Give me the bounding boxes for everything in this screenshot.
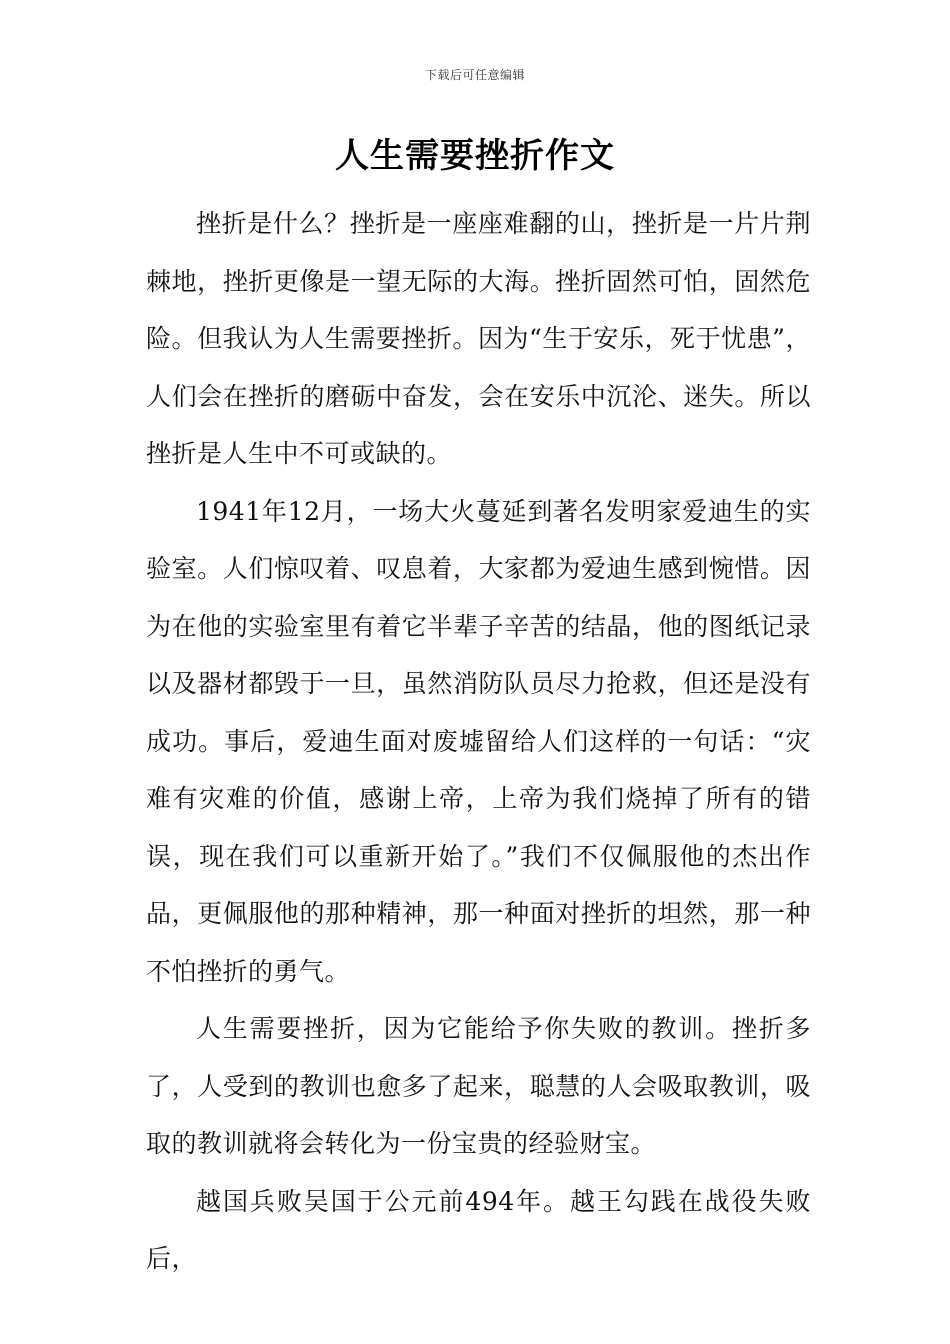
paragraph-4: 越国兵败吴国于公元前494年。越王勾践在战役失败后， [146, 1186, 811, 1273]
paragraph-1: 挫折是什么？挫折是一座座难翻的山，挫折是一片片荆棘地，挫折更像是一望无际的大海。挫折固然可怕，固然危险。但我认为人生需要挫折。因为“生于安乐，死于忧患”，人们会在挫折的磨砺中奋发，会在安乐中沉沦、迷失。所以挫折是人生中不可或缺的。 [146, 209, 811, 468]
document-title: 人生需要挫折作文 [335, 136, 615, 176]
paragraph-2: 1941年12月，一场大火蔓延到著名发明家爱迪生的实验室。人们惊叹着、叹息着，大家都为爱迪生感到惋惜。因为在他的实验室里有着它半辈子辛苦的结晶，他的图纸记录以及器材都毁于一旦，虽然消防队员尽力抢救，但还是没有成功。事后，爱迪生面对废墟留给人们这样的一句话：“灾难有灾难的价值，感谢上帝，上帝为我们烧掉了所有的错误，现在我们可以重新开始了。”我们不仅佩服他的杰出作品，更佩服他的那种精神，那一种面对挫折的坦然，那一种不怕挫折的勇气。 [146, 496, 811, 986]
paragraph-3: 人生需要挫折，因为它能给予你失败的教训。挫折多了，人受到的教训也愈多了起来，聪慧的人会吸取教训，吸取的教训就将会转化为一份宝贵的经验财宝。 [146, 1014, 811, 1158]
document-body [146, 195, 811, 1288]
header-note: 下载后可任意编辑 [424, 68, 525, 82]
